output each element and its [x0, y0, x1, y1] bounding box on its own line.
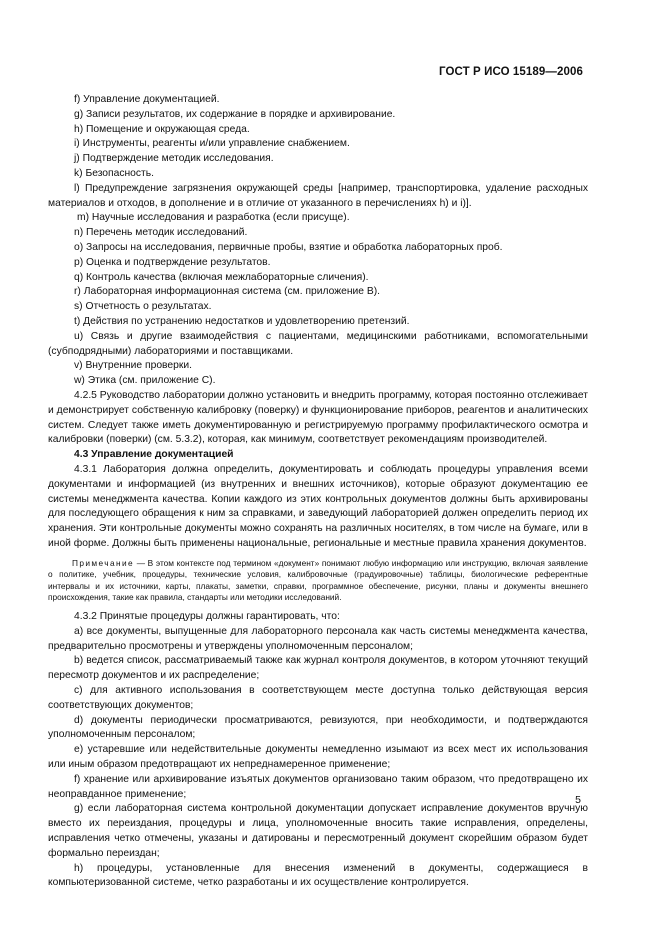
note-label: Примечание: [72, 557, 135, 568]
note: [48, 558, 588, 604]
sub-item: f) хранение или архивирование изъятых документов организовано таким образом, что предотвращено их неоправданное применение;: [48, 773, 588, 800]
sub-item: c) для активного использования в соответствующем месте доступна только действующая версия соответствующих документов;: [48, 685, 588, 711]
sub-item: b) ведется список, рассматриваемый также как журнал контроля документов, в котором уточняют текущий пересмотр документов и их распределение;: [48, 655, 588, 682]
note-text: — В этом контексте под термином «документ» понимают любую информацию или инструкцию, включая заявление о политике, учебник, процедуры, технические условия, калибровочные (градуировочные) таблицы, биологические референтные интервалы и их источники, карты, плакаты, заметки, справки, программное обеспечение, рисунки, планы и документы внешнего происхождения, такие как правила, стандарты или методики исследований.: [48, 557, 588, 603]
section-heading: 4.3 Управление документацией: [74, 449, 234, 461]
list-item: k) Безопасность.: [74, 167, 154, 179]
list-item: r) Лабораторная информационная система (см. приложение В).: [74, 286, 381, 298]
sub-item: d) документы периодически просматриваются, ревизуются, при необходимости, и подтверждаются уполномоченным персоналом;: [48, 714, 588, 741]
list-item: i) Инструменты, реагенты и/или управление снабжением.: [74, 138, 350, 150]
list-item: p) Оценка и подтверждение результатов.: [74, 256, 271, 268]
page-number: 5: [575, 794, 581, 806]
paragraph-4-2-5: 4.2.5 Руководство лаборатории должно установить и внедрить программу, которая постоянно отслеживает и демонстрирует собственную калибровку (поверку) и функционирование приборов, реагентов и аналитических систем. Следует также иметь документированную и регистрируемую программу профилактического осмотра и калибровки (поверки) (см. 5.3.2), которая, как минимум, соответствует рекомендациям производителей.: [48, 389, 588, 446]
list-item: f) Управление документацией.: [74, 94, 220, 105]
paragraph-4-3-2: 4.3.2 Принятые процедуры должны гарантировать, что:: [74, 611, 340, 623]
document-header: ГОСТ Р ИСО 15189—2006: [438, 66, 583, 78]
sub-item: g) если лабораторная система контрольной документации допускает исправление документов вручную вместо их переиздания, процедуры и лица, уполномоченные вносить такие исправления, определены, исправления четко отмечены, указаны и датированы и пересмотренный документ скорейшим образом будет формально переиздан;: [48, 803, 588, 859]
list-item: g) Записи результатов, их содержание в порядке и архивирование.: [74, 108, 396, 120]
list-item: u) Связь и другие взаимодействия с пациентами, медицинскими работниками, вспомогательными (субподрядными) лабораториями и поставщиками.: [48, 330, 588, 357]
list-item: j) Подтверждение методик исследования.: [74, 153, 274, 165]
sub-item: h) процедуры, установленные для внесения изменений в документы, содержащиеся в компьютеризованной системе, четко разработаны и их осуществление контролируется.: [48, 862, 588, 889]
list-item: s) Отчетность о результатах.: [74, 301, 212, 313]
list-item: m) Научные исследования и разработка (если присуще).: [77, 212, 350, 224]
paragraph-4-3-1: 4.3.1 Лаборатория должна определить, документировать и соблюдать процедуры управления всеми документами и информацией (из внутренних и внешних источников), которые образуют документацию ее системы менеджмента качества. Копии каждого из этих контрольных документов должны быть архивированы для последующего обращения к ним за справками, и заведующий лабораторией должен определить период их хранения. Эти контрольные документы можно сохранять на различных носителях, в том числе на бумаге, или в иной форме. Должны быть применены национальные, региональные и местные правила хранения документов.: [48, 463, 588, 549]
list-item: q) Контроль качества (включая межлабораторные сличения).: [74, 271, 369, 283]
list-item: l) Предупреждение загрязнения окружающей среды [например, транспортировка, удаление расходных материалов и отходов, в дополнение и в отличие от указанного в перечислениях h) и i)].: [48, 182, 588, 209]
sub-item: a) все документы, выпущенные для лабораторного персонала как часть системы менеджмента качества, предварительно просмотрены и утверждены уполномоченным персоналом;: [48, 625, 588, 652]
list-item: o) Запросы на исследования, первичные пробы, взятие и обработка лабораторных проб.: [74, 241, 503, 253]
sub-item: e) устаревшие или недействительные документы немедленно изымают из всех мест их использования или иным образом предотвращают их непреднамеренное применение;: [48, 744, 588, 771]
list-item: v) Внутренние проверки.: [74, 360, 192, 372]
list-item: n) Перечень методик исследований.: [74, 227, 248, 239]
list-item: w) Этика (см. приложение С).: [74, 375, 216, 387]
page-body: [48, 93, 588, 891]
list-item: t) Действия по устранению недостатков и удовлетворению претензий.: [74, 315, 410, 327]
list-item: h) Помещение и окружающая среда.: [74, 123, 250, 135]
